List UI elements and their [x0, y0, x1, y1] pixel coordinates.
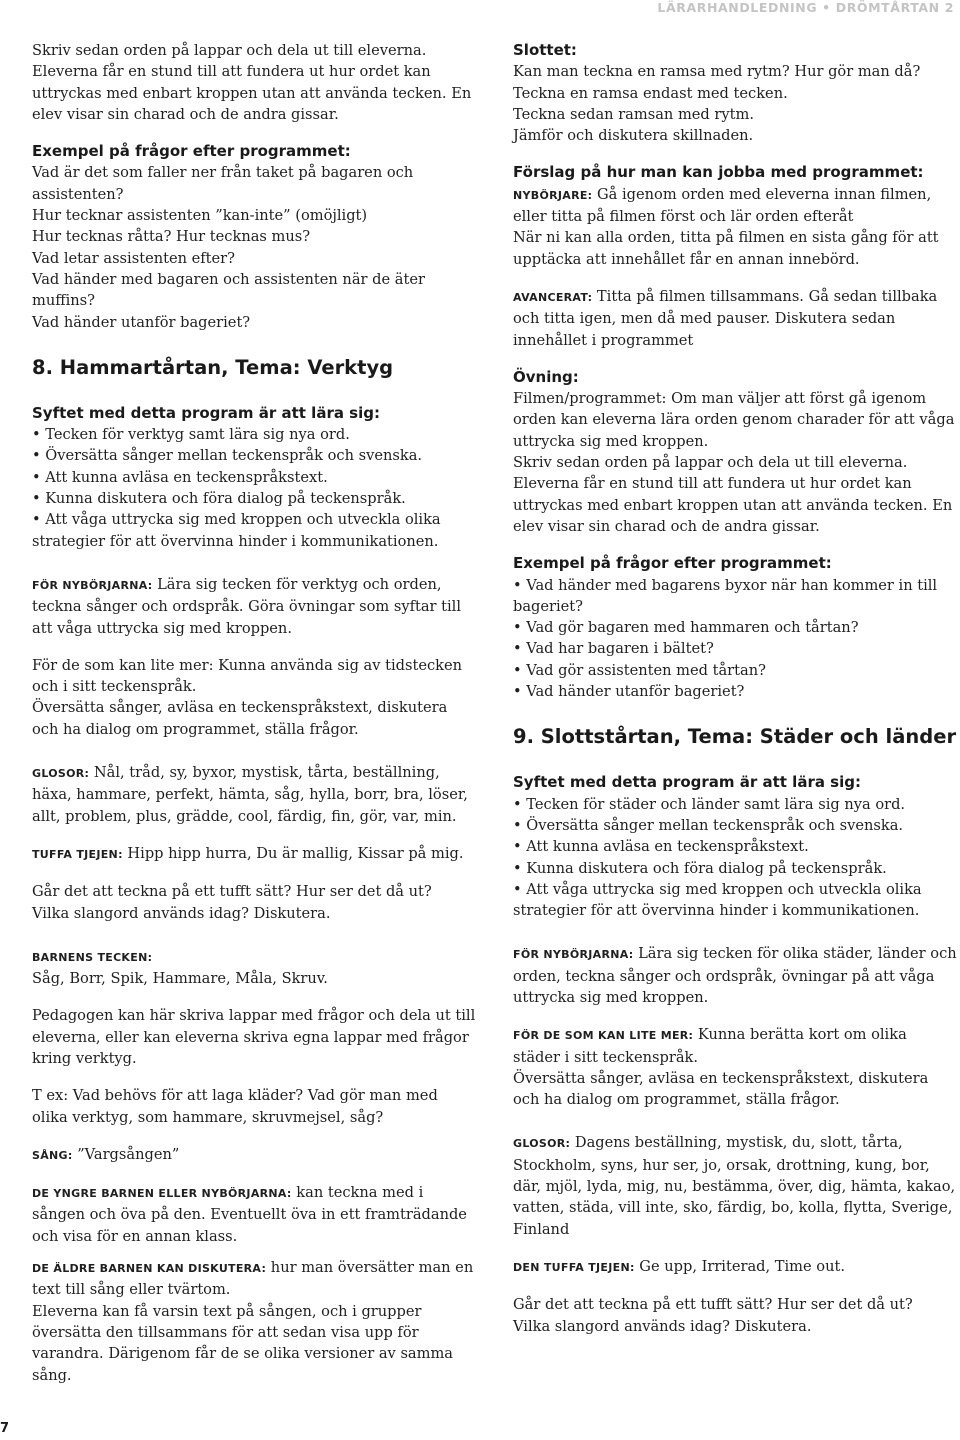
beginners-text: Lära sig tecken för verktyg och orden, teckna sånger och ordspråk. Göra övningar som syftar till att våga uttrycka sig med kroppen. — [32, 575, 462, 637]
kids-signs-label: BARNENS TECKEN: — [32, 950, 153, 964]
section-title-8: 8. Hammartårtan, Tema: Verktyg — [32, 355, 394, 379]
castle-line: Jämför och diskutera skillnaden. — [513, 127, 754, 145]
advanced-line1: För de som kan lite mer: Kunna använda sig av tidstecken och i sitt teckenspråk. — [32, 656, 463, 696]
work-heading: Förslag på hur man kan jobba med programmet: — [513, 163, 924, 182]
right-tough-paragraph — [513, 1256, 957, 1278]
goal-item: • Översätta sånger mellan teckenspråk och svenska. — [32, 445, 476, 466]
more-paragraph — [513, 1024, 957, 1068]
goal-item: • Att våga uttrycka sig med kroppen och utveckla olika strategier för att övervinna hinder i kommunikationen. — [32, 509, 476, 552]
right-column — [513, 40, 957, 1337]
right-goals-list — [513, 794, 957, 922]
question-item: • Vad händer med bagarens byxor när han kommer in till bageriet? — [513, 575, 957, 618]
castle-line: Teckna en ramsa endast med tecken. — [513, 84, 788, 102]
right-tough-text: Ge upp, Irriterad, Time out. — [639, 1257, 845, 1275]
question-item: • Vad gör bagaren med hammaren och tårtan? — [513, 617, 957, 638]
tough-paragraph — [32, 843, 476, 865]
goal-item: • Kunna diskutera och föra dialog på teckenspråk. — [32, 488, 476, 509]
question-item: • Vad händer utanför bageriet? — [513, 681, 957, 702]
question-item: • Vad har bagaren i bältet? — [513, 638, 957, 659]
goals-heading: Syftet med detta program är att lära sig: — [32, 403, 380, 422]
novice-label: NYBÖRJARE: — [513, 188, 593, 202]
novice-paragraph — [513, 184, 957, 228]
question-item: • Vad gör assistenten med tårtan? — [513, 660, 957, 681]
section-title-9: 9. Slottstårtan, Tema: Städer och länder — [513, 725, 957, 749]
right-tough-question-1: Går det att teckna på ett tufft sätt? Hur ser det då ut? — [513, 1296, 913, 1314]
older-paragraph — [32, 1257, 476, 1301]
questions-heading: Exempel på frågor efter programmet: — [32, 142, 351, 161]
younger-label: DE YNGRE BARNEN ELLER NYBÖRJARNA: — [32, 1187, 292, 1201]
right-beginners-label: FÖR NYBÖRJARNA: — [513, 948, 634, 962]
younger-paragraph — [32, 1182, 476, 1247]
exercise-text: Filmen/programmet: Om man väljer att först gå igenom orden kan eleverna lära orden genom charader för att våga uttrycka sig med kroppen. — [513, 390, 955, 450]
novice-text-2: När ni kan alla orden, titta på filmen en sista gång för att upptäcka att innehållet får en annan innebörd. — [513, 229, 939, 268]
advanced-label: AVANCERAT: — [513, 290, 593, 304]
goal-item: • Att kunna avläsa en teckenspråkstext. — [32, 467, 476, 488]
right-questions-heading: Exempel på frågor efter programmet: — [513, 554, 832, 573]
older-text: hur man översätter man en text till sång eller tvärtom. — [32, 1259, 474, 1299]
right-glossary-label: GLOSOR: — [513, 1137, 571, 1151]
right-tough-question-2: Vilka slangord används idag? Diskutera. — [513, 1317, 812, 1335]
questions-block — [32, 162, 476, 332]
more-text-2: Översätta sånger, avläsa en teckenspråkstext, diskutera och ha dialog om programmet, ställa frågor. — [513, 1069, 929, 1109]
intro-paragraph: Skriv sedan orden på lappar och dela ut till eleverna. Eleverna får en stund till att fundera ut hur ordet kan uttryckas med enbart kroppen utan att använda tecken. En elev visar sin charad och de andra gissar. — [32, 42, 472, 123]
exercise-text-2: Skriv sedan orden på lappar och dela ut till eleverna. Eleverna får en stund till att fundera ut hur ordet kan uttryckas med enbart kroppen utan att använda tecken. En elev visar sin charad och de andra gissar. — [513, 454, 953, 535]
teacher-note: Pedagogen kan här skriva lappar med frågor och dela ut till eleverna, eller kan eleverna skriva egna lappar med frågor kring verktyg. — [32, 1007, 476, 1067]
question-line: Hur tecknar assistenten ”kan-inte” (omöjligt) — [32, 207, 368, 225]
right-tough-label: DEN TUFFA TJEJEN: — [513, 1260, 635, 1274]
older-text-2: Eleverna kan få varsin text på sången, och i grupper översätta den tillsammans för att sedan visa upp för varandra. Därigenom får de se olika versioner av samma sång. — [32, 1302, 454, 1384]
glossary-text: Nål, tråd, sy, byxor, mystisk, tårta, beställning, häxa, hammare, perfekt, hämta, såg, hylla, borr, bra, löser, allt, problem, plus, grädde, cool, färdig, fin, gör, var, min. — [32, 764, 468, 825]
advanced-text: Titta på filmen tillsammans. Gå sedan tillbaka och titta igen, men då med pauser. Diskutera sedan innehållet i programmet — [513, 287, 938, 349]
right-glossary-paragraph — [513, 1132, 957, 1239]
goal-item: • Kunna diskutera och föra dialog på teckenspråk. — [513, 858, 957, 879]
question-line: Vad händer med bagaren och assistenten när de äter muffins? — [32, 270, 425, 310]
running-header: LÄRARHANDLEDNING • DRÖMTÅRTAN 2 — [657, 0, 954, 15]
goal-item: • Tecken för städer och länder samt lära sig nya ord. — [513, 794, 957, 815]
older-label: DE ÄLDRE BARNEN KAN DISKUTERA: — [32, 1262, 267, 1276]
advanced-line2: Översätta sånger, avläsa en teckenspråkstext, diskutera och ha dialog om programmet, ställa frågor. — [32, 699, 448, 738]
beginners-label: FÖR NYBÖRJARNA: — [32, 578, 153, 592]
right-questions-list — [513, 575, 957, 703]
question-line: Hur tecknas råtta? Hur tecknas mus? — [32, 228, 311, 246]
page-number: 7 — [0, 1421, 10, 1436]
beginners-paragraph — [32, 574, 476, 639]
left-column — [32, 40, 476, 1386]
glossary-paragraph — [32, 762, 476, 827]
question-line: Vad letar assistenten efter? — [32, 249, 235, 267]
tough-label: TUFFA TJEJEN: — [32, 847, 123, 861]
goal-item: • Tecken för verktyg samt lära sig nya ord. — [32, 424, 476, 445]
right-glossary-text: Dagens beställning, mystisk, du, slott, tårta, Stockholm, syns, hur ser, jo, orsak, drottning, kung, bor, där, mjöl, lyda, mig, nu, bestämma, över, dig, hämta, kakao, vatten, städa, vill inte, sko, färdig, bo, kolla, flytta, Sverige, Finland — [513, 1134, 956, 1238]
tough-question-2: Vilka slangord används idag? Diskutera. — [32, 904, 331, 922]
goal-item: • Översätta sånger mellan teckenspråk och svenska. — [513, 815, 957, 836]
younger-text: kan teckna med i sången och öva på den. Eventuellt öva in ett framträdande och visa för en annan klass. — [32, 1184, 467, 1245]
more-text: Kunna berätta kort om olika städer i sitt teckenspråk. — [513, 1026, 907, 1066]
more-label: FÖR DE SOM KAN LITE MER: — [513, 1029, 694, 1043]
song-paragraph — [32, 1144, 476, 1166]
tough-text: Hipp hipp hurra, Du är mallig, Kissar på mig. — [127, 844, 464, 862]
question-line: Vad är det som faller ner från taket på bagaren och assistenten? — [32, 164, 414, 203]
tough-question-1: Går det att teckna på ett tufft sätt? Hur ser det då ut? — [32, 883, 432, 901]
song-label: SÅNG: — [32, 1148, 73, 1162]
castle-line: Kan man teckna en ramsa med rytm? Hur gör man då? — [513, 63, 921, 81]
goal-item: • Att våga uttrycka sig med kroppen och utveckla olika strategier för att övervinna hinder i kommunikationen. — [513, 879, 957, 922]
example-question: T ex: Vad behövs för att laga kläder? Vad gör man med olika verktyg, som hammare, skruvmejsel, såg? — [32, 1087, 438, 1126]
exercise-heading: Övning: — [513, 367, 579, 386]
right-goals-heading: Syftet med detta program är att lära sig: — [513, 773, 861, 792]
right-beginners-text: Lära sig tecken för olika städer, länder och orden, teckna sånger och ordspråk, övningar på att våga uttrycka sig med kroppen. — [513, 945, 957, 1006]
glossary-label: GLOSOR: — [32, 767, 90, 781]
right-beginners-paragraph — [513, 943, 957, 1008]
kids-signs-text: Såg, Borr, Spik, Hammare, Måla, Skruv. — [32, 970, 328, 988]
goal-item: • Att kunna avläsa en teckenspråkstext. — [513, 836, 957, 857]
question-line: Vad händer utanför bageriet? — [32, 313, 251, 331]
castle-line: Teckna sedan ramsan med rytm. — [513, 105, 754, 123]
castle-heading: Slottet: — [513, 41, 577, 59]
novice-text: Gå igenom orden med eleverna innan filmen, eller titta på filmen först och lär orden efteråt — [513, 185, 932, 226]
song-text: ”Vargsången” — [77, 1145, 180, 1163]
goals-list — [32, 424, 476, 552]
advanced-paragraph — [513, 286, 957, 351]
